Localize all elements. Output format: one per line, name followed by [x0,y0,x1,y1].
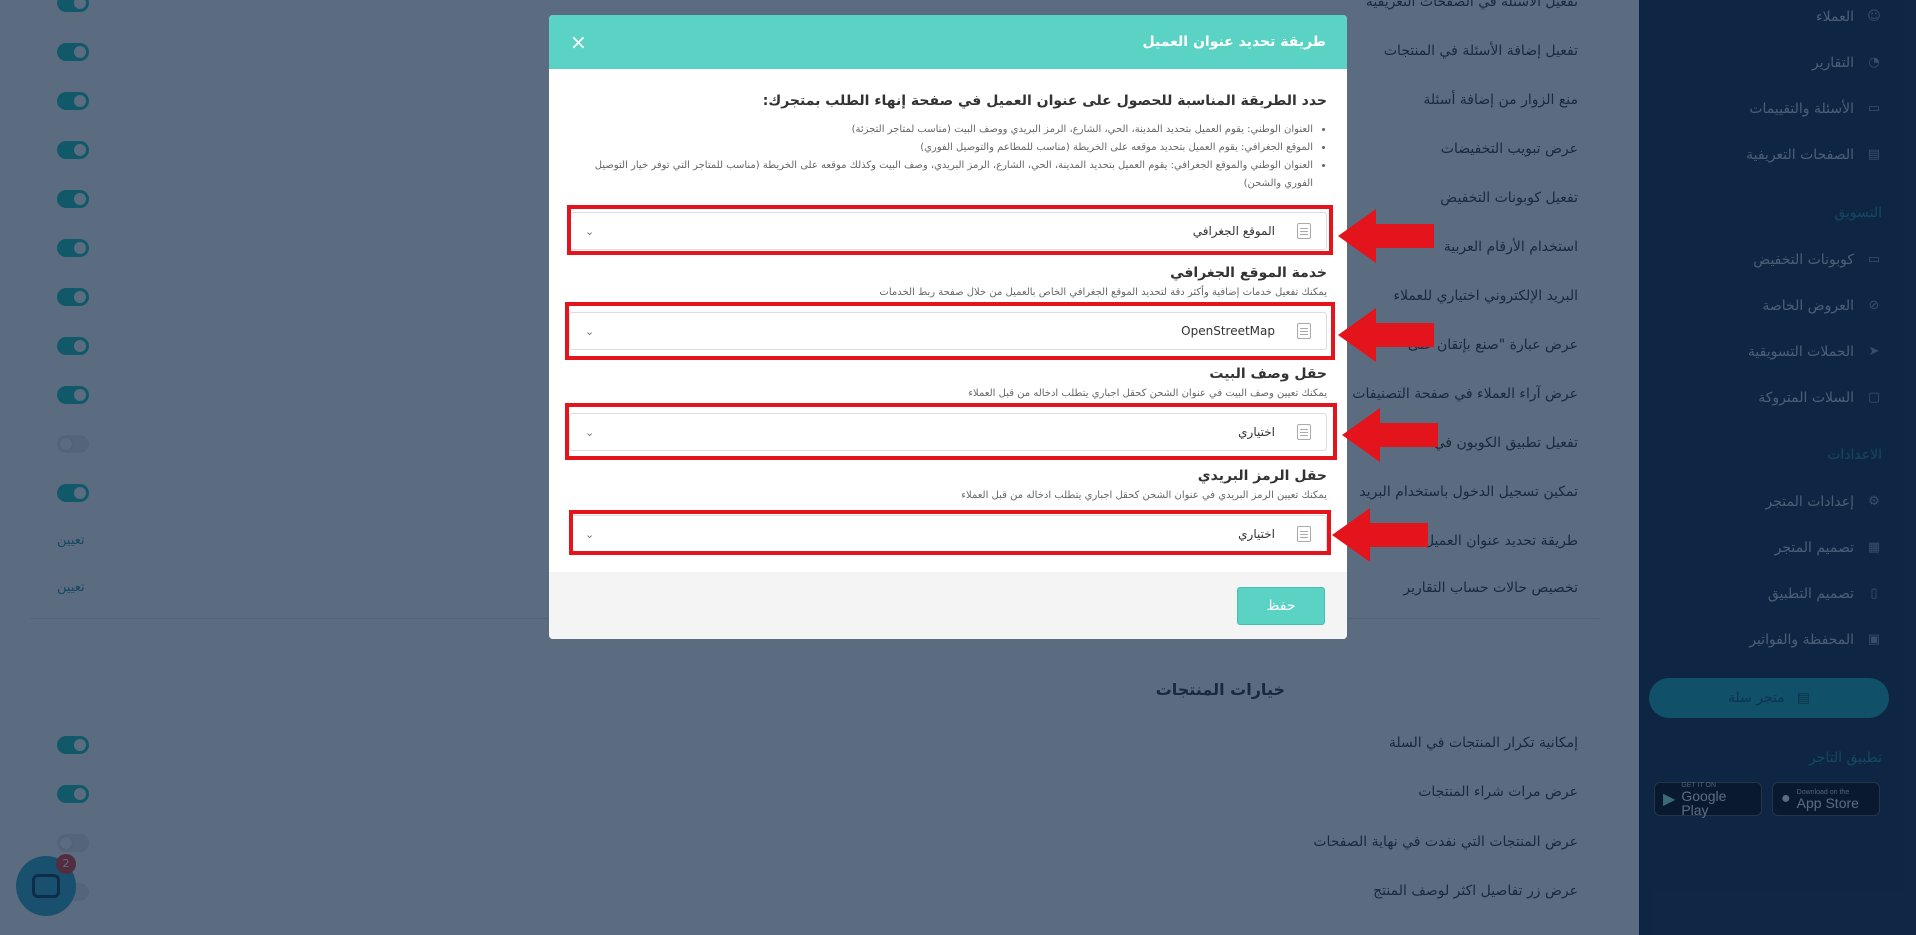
modal-footer [549,572,1347,639]
save-button[interactable]: حفظ [1237,587,1325,625]
postal-code-help: يمكنك تعيين الرمز البريدي في عنوان الشحن كحقل اجباري يتطلب ادخاله من قبل العملاء [961,490,1327,501]
arrow-left-icon [1338,308,1434,362]
list-item: • الموقع الجغرافي: يقوم العميل بتحديد موقعه على الخريطة (مناسب للمطاعم والتوصيل الفوري) [567,139,1313,157]
address-method-select[interactable]: الموقع الجغرافي ⌄ [569,212,1327,250]
arrow-left-icon [1342,408,1438,462]
house-desc-help: يمكنك تعيين وصف البيت في عنوان الشحن كحقل اجباري يتطلب ادخاله من قبل العملاء [968,388,1327,399]
chevron-down-icon: ⌄ [585,527,595,541]
chevron-down-icon: ⌄ [585,224,595,238]
method-options-list [567,121,1327,193]
close-icon[interactable]: × [570,30,587,54]
house-desc-select[interactable]: اختياري ⌄ [569,413,1327,451]
geo-service-help: يمكنك تفعيل خدمات إضافية وأكثر دقة لتحديد الموقع الجغرافي الخاص بالعميل من خلال صفحة ربط الخدمات [879,287,1327,298]
highlight-box [565,302,1335,360]
list-item: • العنوان الوطني والموقع الجغرافي: يقوم العميل بتحديد المدينة، الحي، الشارع، الرمز البريدي، وصف البيت وكذلك موقعه على الخريطة (مناسب للمتاجر التي توفر خيار التوصيل الفوري والشحن) [567,157,1313,193]
list-item: • العنوان الوطني: يقوم العميل بتحديد المدينة، الحي، الشارع، الرمز البريدي ووصف البيت (مناسب لمتاجر التجزئة) [567,121,1313,139]
highlight-box [567,205,1333,255]
highlight-box [569,510,1331,555]
arrow-left-icon [1332,508,1428,562]
geo-service-label: خدمة الموقع الجغرافي [1170,265,1327,281]
chevron-down-icon: ⌄ [585,324,595,338]
modal-question: حدد الطريقة المناسبة للحصول على عنوان العميل في صفحة إنهاء الطلب بمتجرك: [762,93,1327,109]
modal-header [549,15,1347,69]
arrow-left-icon [1338,209,1434,263]
highlight-box [565,403,1337,460]
geo-service-select[interactable]: OpenStreetMap ⌄ [569,312,1327,350]
house-desc-label: حقل وصف البيت [1209,366,1327,382]
chevron-down-icon: ⌄ [585,425,595,439]
modal-title: طريقة تحديد عنوان العميل [1142,34,1326,50]
postal-code-select[interactable]: اختياري ⌄ [569,515,1327,553]
postal-code-label: حقل الرمز البريدي [1197,468,1327,484]
